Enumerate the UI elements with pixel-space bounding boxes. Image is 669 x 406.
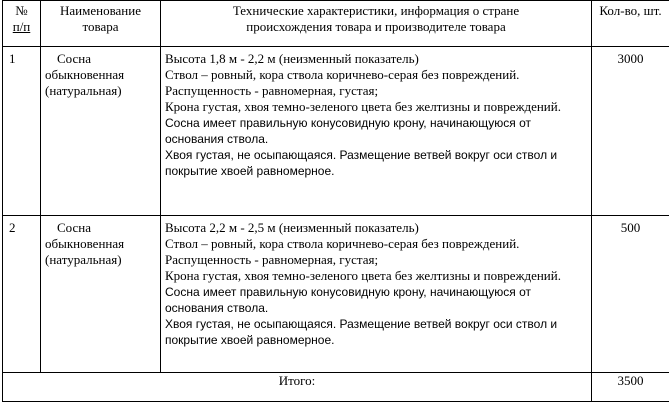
product-quantity: 3000 — [592, 47, 669, 216]
desc-trunk: Ствол – ровный, кора ствола коричнево-серая без повреждений. — [165, 236, 520, 251]
desc-shape: Сосна имеет правильную конусовидную крону, начинающуюся от основания ствола. — [165, 116, 531, 146]
product-quantity: 500 — [592, 216, 669, 373]
product-name-line2: обыкновенная — [45, 67, 125, 82]
product-name-line3: (натуральная) — [45, 252, 122, 267]
product-description — [161, 47, 592, 216]
product-name-line3: (натуральная) — [45, 83, 122, 98]
table-row — [3, 216, 669, 373]
desc-fluff: Распущенность - равномерная, густая; — [165, 252, 379, 267]
header-row — [3, 1, 669, 47]
product-description — [161, 216, 592, 373]
header-quantity: Кол-во, шт. — [592, 1, 669, 47]
desc-fluff: Распущенность - равномерная, густая; — [165, 83, 379, 98]
desc-crown: Крона густая, хвоя темно-зеленого цвета без желтизны и повреждений. — [165, 268, 561, 283]
product-name — [41, 47, 161, 216]
product-name-line1: Сосна — [57, 51, 91, 66]
header-number-line2: п/п — [12, 19, 31, 34]
desc-shape: Сосна имеет правильную конусовидную крону, начинающуюся от основания ствола. — [165, 285, 531, 315]
total-quantity: 3500 — [592, 373, 669, 402]
desc-height: Высота 2,2 м - 2,5 м (неизменный показатель) — [165, 220, 419, 235]
row-number: 2 — [3, 216, 41, 373]
product-name-line1: Сосна — [57, 220, 91, 235]
header-name: Наименование товара — [41, 1, 161, 47]
row-number: 1 — [3, 47, 41, 216]
header-number — [3, 1, 41, 47]
desc-height: Высота 1,8 м - 2,2 м (неизменный показатель) — [165, 51, 419, 66]
desc-trunk: Ствол – ровный, кора ствола коричнево-серая без повреждений. — [165, 67, 520, 82]
total-label: Итого: — [3, 373, 592, 402]
desc-needles: Хвоя густая, не осыпающаяся. Размещение ветвей вокруг оси ствол и покрытие хвоей равномерное. — [165, 317, 558, 347]
total-row — [3, 373, 669, 402]
desc-needles: Хвоя густая, не осыпающаяся. Размещение ветвей вокруг оси ствол и покрытие хвоей равномерное. — [165, 148, 558, 178]
header-description: Технические характеристики, информация о стране происхождения товара и производителе товара — [161, 1, 592, 47]
table-row — [3, 47, 669, 216]
header-number-line1: № — [15, 3, 28, 18]
product-name-line2: обыкновенная — [45, 236, 125, 251]
product-name — [41, 216, 161, 373]
desc-crown: Крона густая, хвоя темно-зеленого цвета без желтизны и повреждений. — [165, 99, 561, 114]
specification-table — [2, 0, 669, 402]
